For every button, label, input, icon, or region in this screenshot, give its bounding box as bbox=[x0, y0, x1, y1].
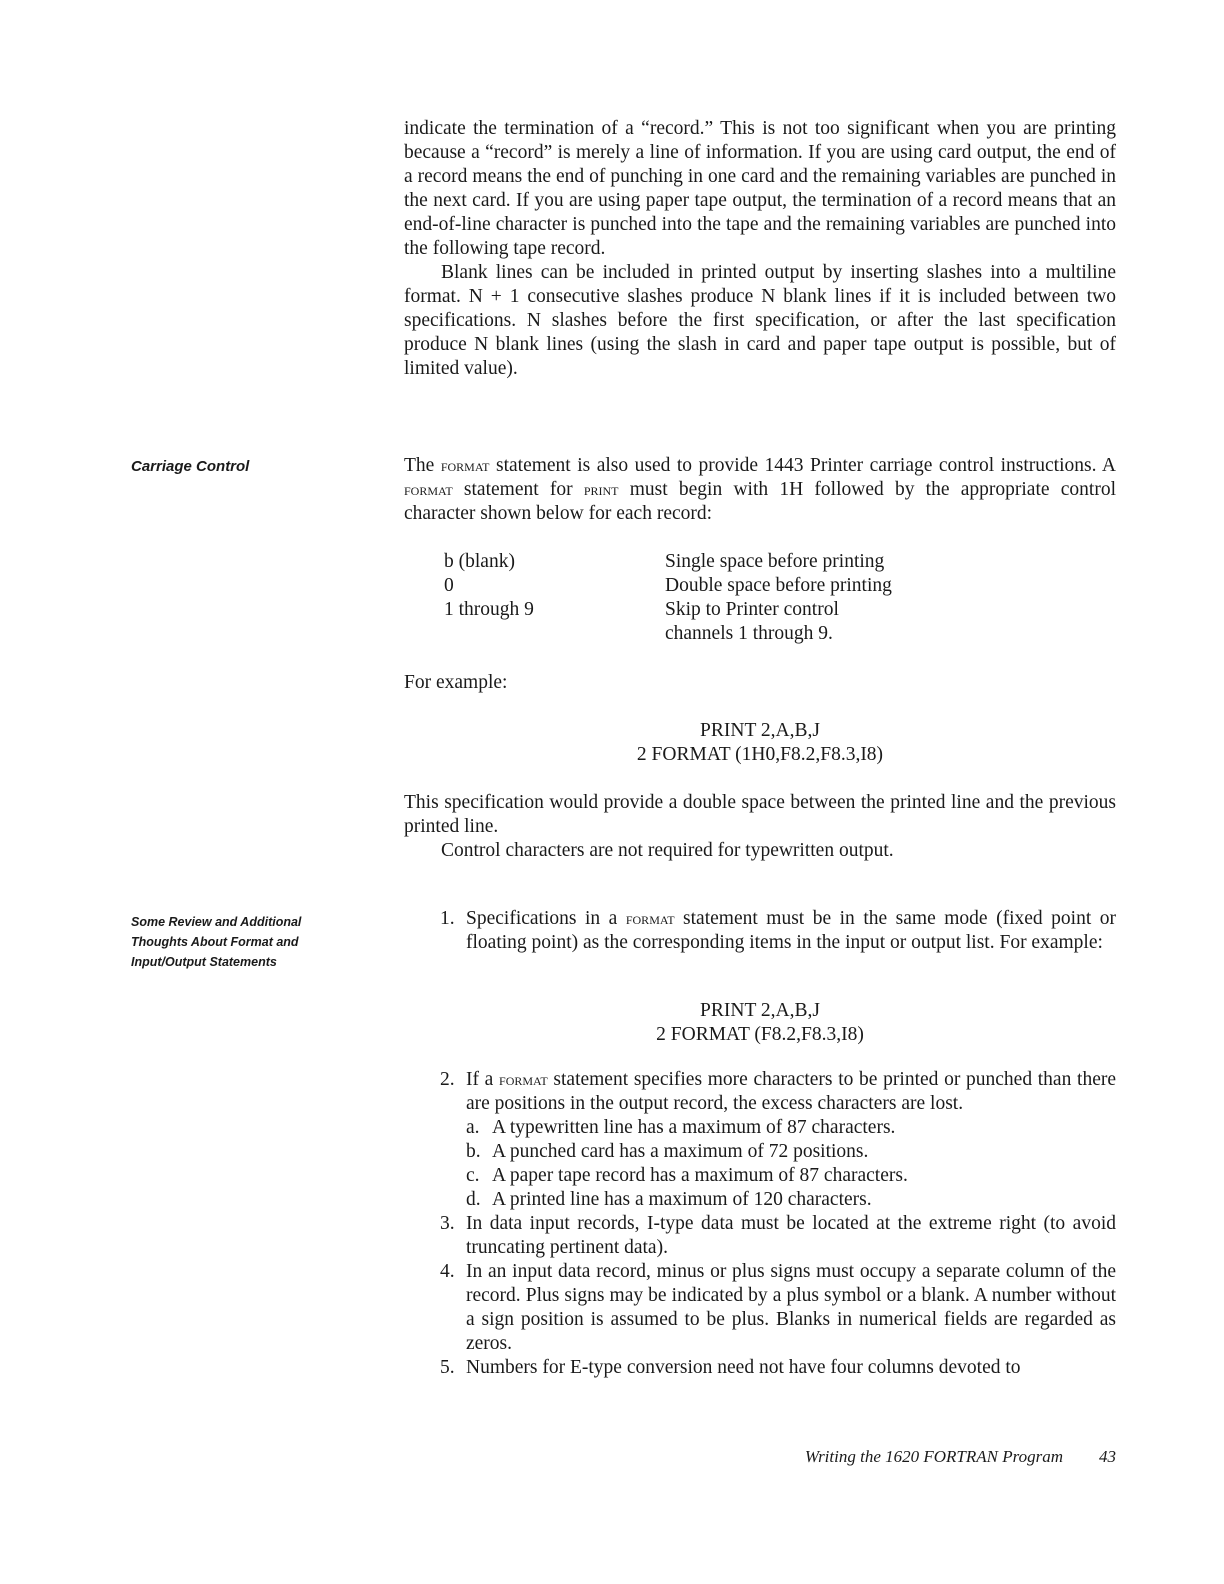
text-run: statement must be in the same mode (fixed point or floating point) as the corresponding items in the input or output list. For example: bbox=[466, 908, 1116, 953]
list-item bbox=[440, 907, 1116, 955]
list-text bbox=[466, 1068, 1116, 1116]
intro-paragraph-2: Blank lines can be included in printed output by inserting slashes into a multiline format. N + 1 consecutive slashes produce N blank lines if it is included between two specifications. N slashes before the first specification, or after the last specification produce N blank lines (using the slash in card and paper tape output is possible, but of limited value). bbox=[404, 262, 1116, 379]
for-example-label: For example: bbox=[404, 672, 508, 693]
code-line: PRINT 2,A,B,J bbox=[700, 720, 820, 741]
control-description: channels 1 through 9. bbox=[665, 623, 833, 644]
control-description: Skip to Printer control bbox=[665, 599, 839, 620]
text-run: statement specifies more characters to be printed or punched than there are positions in the output record, the excess characters are lost. bbox=[466, 1069, 1116, 1114]
table-row bbox=[444, 622, 945, 646]
print-keyword: print bbox=[583, 480, 619, 499]
list-text bbox=[466, 907, 1116, 955]
carriage-intro-paragraph bbox=[404, 454, 1116, 526]
sub-list-label: b. bbox=[466, 1141, 481, 1162]
text-run: statement is also used to provide 1443 Printer carriage control instructions. A bbox=[489, 455, 1116, 476]
sub-list-item bbox=[440, 1140, 1116, 1164]
code-line: 2 FORMAT (1H0,F8.2,F8.3,I8) bbox=[636, 744, 884, 765]
list-item bbox=[440, 1260, 1116, 1356]
sub-list-label: d. bbox=[466, 1189, 481, 1210]
control-code: 1 through 9 bbox=[444, 599, 534, 620]
sub-list-text: A printed line has a maximum of 120 characters. bbox=[492, 1189, 872, 1210]
text-run: statement for bbox=[452, 479, 584, 500]
list-number: 5. bbox=[440, 1357, 455, 1378]
control-note-paragraph: Control characters are not required for typewritten output. bbox=[441, 840, 894, 861]
carriage-intro bbox=[404, 454, 1116, 526]
sub-list-label: a. bbox=[466, 1117, 480, 1138]
text-run: must begin with 1H followed by the appropriate control character shown below for each record: bbox=[404, 479, 1116, 524]
review-list-rest bbox=[440, 1068, 1116, 1380]
carriage-control-heading: Carriage Control bbox=[131, 458, 250, 475]
page-footer bbox=[600, 1447, 1116, 1467]
control-description: Double space before printing bbox=[665, 575, 892, 596]
carriage-explanation bbox=[404, 791, 1116, 863]
review-list-item-1 bbox=[440, 907, 1116, 955]
text-run: The bbox=[404, 455, 441, 476]
review-heading-line: Input/Output Statements bbox=[131, 955, 277, 969]
code-line: PRINT 2,A,B,J bbox=[700, 1000, 820, 1021]
running-title: Writing the 1620 FORTRAN Program bbox=[804, 1447, 1063, 1466]
explanation-paragraph: This specification would provide a double space between the printed line and the previous printed line. bbox=[404, 792, 1116, 837]
table-row bbox=[444, 598, 945, 622]
control-code: 0 bbox=[444, 575, 454, 596]
list-number: 2. bbox=[440, 1069, 455, 1090]
list-text: In an input data record, minus or plus signs must occupy a separate column of the record. Plus signs may be indicated by a plus symbol or a blank. A number without a sign position is assumed to be plus. Blanks in numerical fields are regarded as zeros. bbox=[466, 1261, 1116, 1354]
code-example-1 bbox=[404, 719, 1116, 767]
table-row bbox=[444, 574, 945, 598]
format-keyword: format bbox=[625, 909, 675, 928]
text-run: If a bbox=[466, 1069, 500, 1090]
sub-list-item bbox=[440, 1188, 1116, 1212]
list-number: 4. bbox=[440, 1261, 455, 1282]
list-number: 1. bbox=[440, 908, 455, 929]
table-row bbox=[444, 550, 945, 574]
review-heading-line: Thoughts About Format and bbox=[131, 935, 299, 949]
review-heading bbox=[131, 912, 341, 972]
intro-paragraph-1: indicate the termination of a “record.” This is not too significant when you are printing because a “record” is merely a line of information. If you are using card output, the end of a record means the end of punching in one card and the remaining variables are punched in the next card. If you are using paper tape output, the termination of a record means that an end-of-line character is punched into the tape and the remaining variables are punched into the following tape record. bbox=[404, 118, 1116, 259]
code-line: 2 FORMAT (F8.2,F8.3,I8) bbox=[656, 1024, 864, 1045]
format-keyword: format bbox=[499, 1070, 548, 1089]
sub-list-item bbox=[440, 1116, 1116, 1140]
control-description: Single space before printing bbox=[665, 551, 885, 572]
list-text: Numbers for E-type conversion need not have four columns devoted to bbox=[466, 1357, 1021, 1378]
page-number: 43 bbox=[1099, 1447, 1116, 1466]
list-item bbox=[440, 1212, 1116, 1260]
intro-section bbox=[404, 117, 1116, 381]
sub-list-item bbox=[440, 1164, 1116, 1188]
list-number: 3. bbox=[440, 1213, 455, 1234]
control-code bbox=[444, 622, 665, 646]
list-item bbox=[440, 1356, 1116, 1380]
review-heading-line: Some Review and Additional bbox=[131, 915, 302, 929]
sub-list-text: A typewritten line has a maximum of 87 characters. bbox=[492, 1117, 896, 1138]
sub-list-label: c. bbox=[466, 1165, 480, 1186]
control-character-table bbox=[444, 550, 945, 646]
sub-list-text: A punched card has a maximum of 72 positions. bbox=[492, 1141, 869, 1162]
format-keyword: format bbox=[440, 456, 490, 475]
format-keyword: format bbox=[404, 480, 453, 499]
control-code: b (blank) bbox=[444, 551, 515, 572]
code-example-2 bbox=[404, 999, 1116, 1047]
sub-list-text: A paper tape record has a maximum of 87 characters. bbox=[492, 1165, 908, 1186]
list-text: In data input records, I-type data must be located at the extreme right (to avoid truncating pertinent data). bbox=[466, 1213, 1116, 1258]
list-item bbox=[440, 1068, 1116, 1116]
text-run: Specifications in a bbox=[466, 908, 626, 929]
